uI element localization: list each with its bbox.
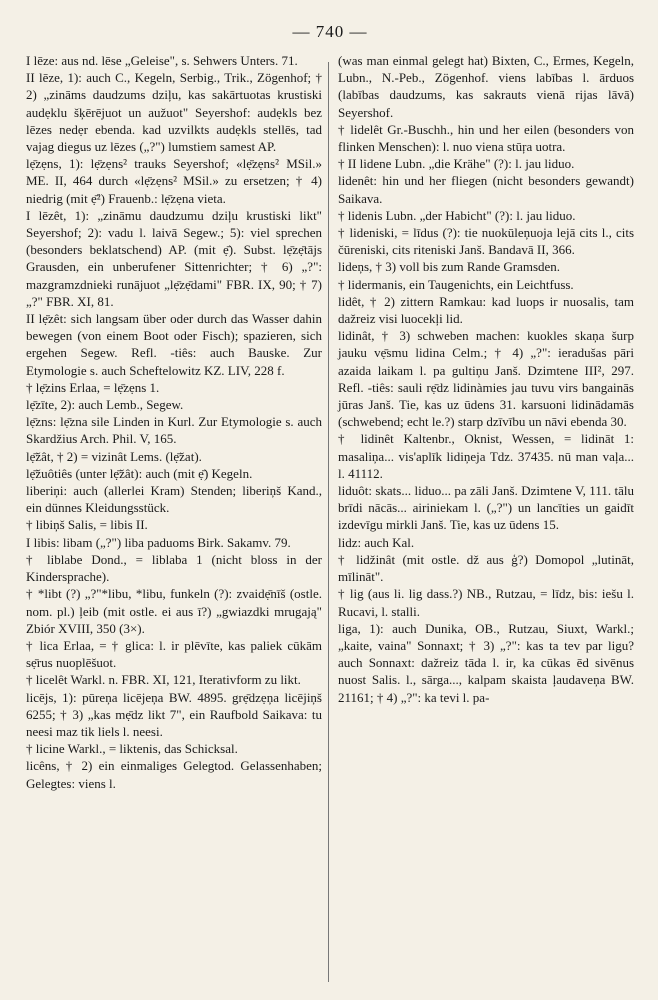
dictionary-entry: lẹ̄zīte, 2): auch Lemb., Segew. — [26, 397, 184, 413]
dictionary-entry: II lēze, 1): auch C., Kegeln, Serbig., Trik., Zögenhof; † 2) „zināms daudzums dziļu, kas sakārtuotas krustiski audẹklu šķērējuot un aužuot" Seyershof: audẹkls bez lēzes nedẹr ebenda. kad uzvilkts audẹkls stellēs, tad vajag diegus uz lēzes („?") lumstiem samest AP. — [26, 70, 322, 155]
page-number: — 740 — — [292, 22, 368, 41]
dictionary-entry: I lēze: aus nd. lēse „Geleise", s. Sehwers Unters. 71. — [26, 53, 298, 68]
dictionary-entry: † lica Erlaa, = † glica: l. ir plēvīte, kas paliek cūkām sẹ̄rus nuoplēšuot. — [26, 637, 322, 671]
column-divider — [328, 62, 329, 982]
dictionary-entry: lidenêt: hin und her fliegen (nicht besonders gewandt) Saikava. — [338, 173, 634, 206]
columns — [26, 52, 634, 792]
dictionary-entry: † lidinêt Kaltenbr., Oknist, Wessen, = lidināt 1: masaliņa... vis'aplīk lidiņeja Tdz. 37435. nū man vaļa... l. 41112. — [338, 431, 634, 481]
dictionary-entry: † lidžinât (mit ostle. dž aus ģ?) Domopol „lutināt, mīlināt". — [338, 551, 634, 585]
dictionary-entry: licējs, 1): pūreņa licējeņa BW. 4895. grẹ̄dzẹņa licējiņš 6255; † 3) „kas mẹ̄dz likt 7", ein Raufbold Saikava: tu neesi maz tik liels l. neesi. — [26, 689, 322, 739]
dictionary-entry: † II lidene Lubn. „die Krähe" (?): l. jau liduo. — [338, 156, 575, 172]
dictionary-entry: liberiņi: auch (allerlei Kram) Stenden; liberiņš Kand., ein dünnes Kleidungsstück. — [26, 483, 322, 516]
dictionary-entry: † lidermanis, ein Taugenichts, ein Leichtfuss. — [338, 276, 574, 292]
dictionary-entry: lidinât, † 3) schweben machen: kuokles skaņa šurp jauku vẹ̄smu lidina Celm.; † 4) „?": ieradušas pāri azaida laikam l. pa gultiņu Janš. Dzimtene III², 297. Refl. -tiês: sauli rẹ̄dz lidinàmies jau tuvu virs bangainās jūras Janš. Tie, kas uz ūdens 31. karsuoni lidinādamās (schwebend; echt le.?) starp dzīvību un nāvi ebenda 30. — [338, 328, 634, 430]
dictionary-entry: I lēzêt, 1): „zināmu daudzumu dziļu krustiski likt" Seyershof; 2): vadu l. laivā Segew.; 5): viel sprechen (besonders beklatschend) AP. (mit ẹ̄). Subst. lẹ̄zẹ̄tājs Grausden, ein unberufener Sittenrichter; † 6) „?": mazgramzdnieki runājuot „lẹ̄zẹ̄dami" FBR. IX, 90; † 7) „?" FBR. XI, 81. — [26, 207, 322, 309]
dictionary-entry: lideņs, † 3) voll bis zum Rande Gramsden. — [338, 259, 561, 275]
dictionary-entry: † lidenis Lubn. „der Habicht" (?): l. jau liduo. — [338, 207, 576, 223]
dictionary-entry: † libiņš Salis, = libis II. — [26, 517, 148, 533]
dictionary-entry: lẹ̄zẹns, 1): lẹ̄zẹns² trauks Seyershof; «lẹ̄zẹns² MSil.» ME. II, 464 durch «lẹ̄zẹns² MSil.» zu ersetzen; † 4) niedrig (mit ẹ̄²) Frauenb.: lẹ̄zẹna vieta. — [26, 156, 322, 206]
dictionary-entry: † lig (aus li. lig dass.?) NB., Rutzau, = līdz, bis: iešu l. Rucavi, l. stalli. — [338, 586, 634, 619]
dictionary-entry: † licine Warkl., = liktenis, das Schicksal. — [26, 741, 238, 757]
dictionary-entry: liduôt: skats... liduo... pa zāli Janš. Dzimtene V, 111. tālu brīdi nācās... airiniekam l. („?") un lancīties un gaidīt izdevīgu mirkli Janš. Tie, kas uz ūdens 15. — [338, 483, 634, 533]
dictionary-entry: liga, 1): auch Dunika, OB., Rutzau, Siuxt, Warkl.; „kaite, vaina" Sonnaxt; † 3) „?": kas ta tev par ligu? auch Sonnaxt: dažreiz tāda l. ir, ka cūkas ēd sivēnus nuost Salis. l., sārga..., kalpam skaista ļaudaveņa BW. 21161; † 4) „?": ka tevi l. pa- — [338, 620, 634, 705]
right-column — [338, 52, 634, 792]
dictionary-entry: lẹ̄žuôtiês (unter lẹ̄žât): auch (mit ẹ̄) Kegeln. — [26, 465, 253, 481]
dictionary-entry: lẹ̄zns: lẹ̄zna sile Linden in Kurl. Zur Etymologie s. auch Skardžius Arch. Phil. V, 165. — [26, 414, 322, 447]
dictionary-entry: II lẹ̄zêt: sich langsam über oder durch das Wasser dahin bewegen (von einem Boot oder Fisch); spazieren, sich ergehen Segew. Refl. -tiês: auch Bauske. Zur Etymologie s. auch Scheftelowitz KZ. LIV, 228 f. — [26, 311, 322, 378]
dictionary-entry: (was man einmal gelegt hat) Bixten, C., Ermes, Kegeln, Lubn., N.-Peb., Zögenhof. viens labības l. ārduos (labības daudzums, kas sakrauts vienā rijas lāvā) Seyershof. — [338, 53, 634, 120]
dictionary-entry: lidz: auch Kal. — [338, 534, 415, 550]
dictionary-entry: † lidelêt Gr.-Buschh., hin und her eilen (besonders von flinken Menschen): l. nuo viena stūŗa uotra. — [338, 121, 634, 155]
dictionary-entry: † lẹ̄zins Erlaa, = lẹ̄zẹns 1. — [26, 379, 160, 395]
left-column — [26, 52, 322, 792]
dictionary-entry: † licelêt Warkl. n. FBR. XI, 121, Iterativform zu likt. — [26, 672, 301, 688]
dictionary-entry: † lideniski, = līdus (?): tie nuokūleņuoja lejā cits l., cits čūreniski, cits riteniski Janš. Bandavā II, 366. — [338, 225, 634, 258]
dictionary-entry: † liblabe Dond., = liblaba 1 (nicht bloss in der Kindersprache). — [26, 551, 322, 585]
dictionary-entry: lẹ̄žât, † 2) = vizinât Lems. (lẹ̄žat). — [26, 448, 202, 464]
dictionary-entry: licêns, † 2) ein einmaliges Gelegtod. Gelassenhaben; Gelegtes: viens l. — [26, 758, 322, 791]
dictionary-entry: † *libt (?) „?"*libu, *libu, funkeln (?): zvaidẹ̄nīš (ostle. nom. pl.) ļeib (mit ostle. ei aus ī?) „gwiazdki mrugają" Zbiór XVIII, 350 (3×). — [26, 586, 322, 636]
dictionary-entry: lidêt, † 2) zittern Ramkau: kad luops ir nuosalis, tam dažreiz visi luocekļi lid. — [338, 293, 634, 327]
dictionary-entry: I libis: libam („?") liba paduoms Birk. Sakamv. 79. — [26, 534, 291, 550]
